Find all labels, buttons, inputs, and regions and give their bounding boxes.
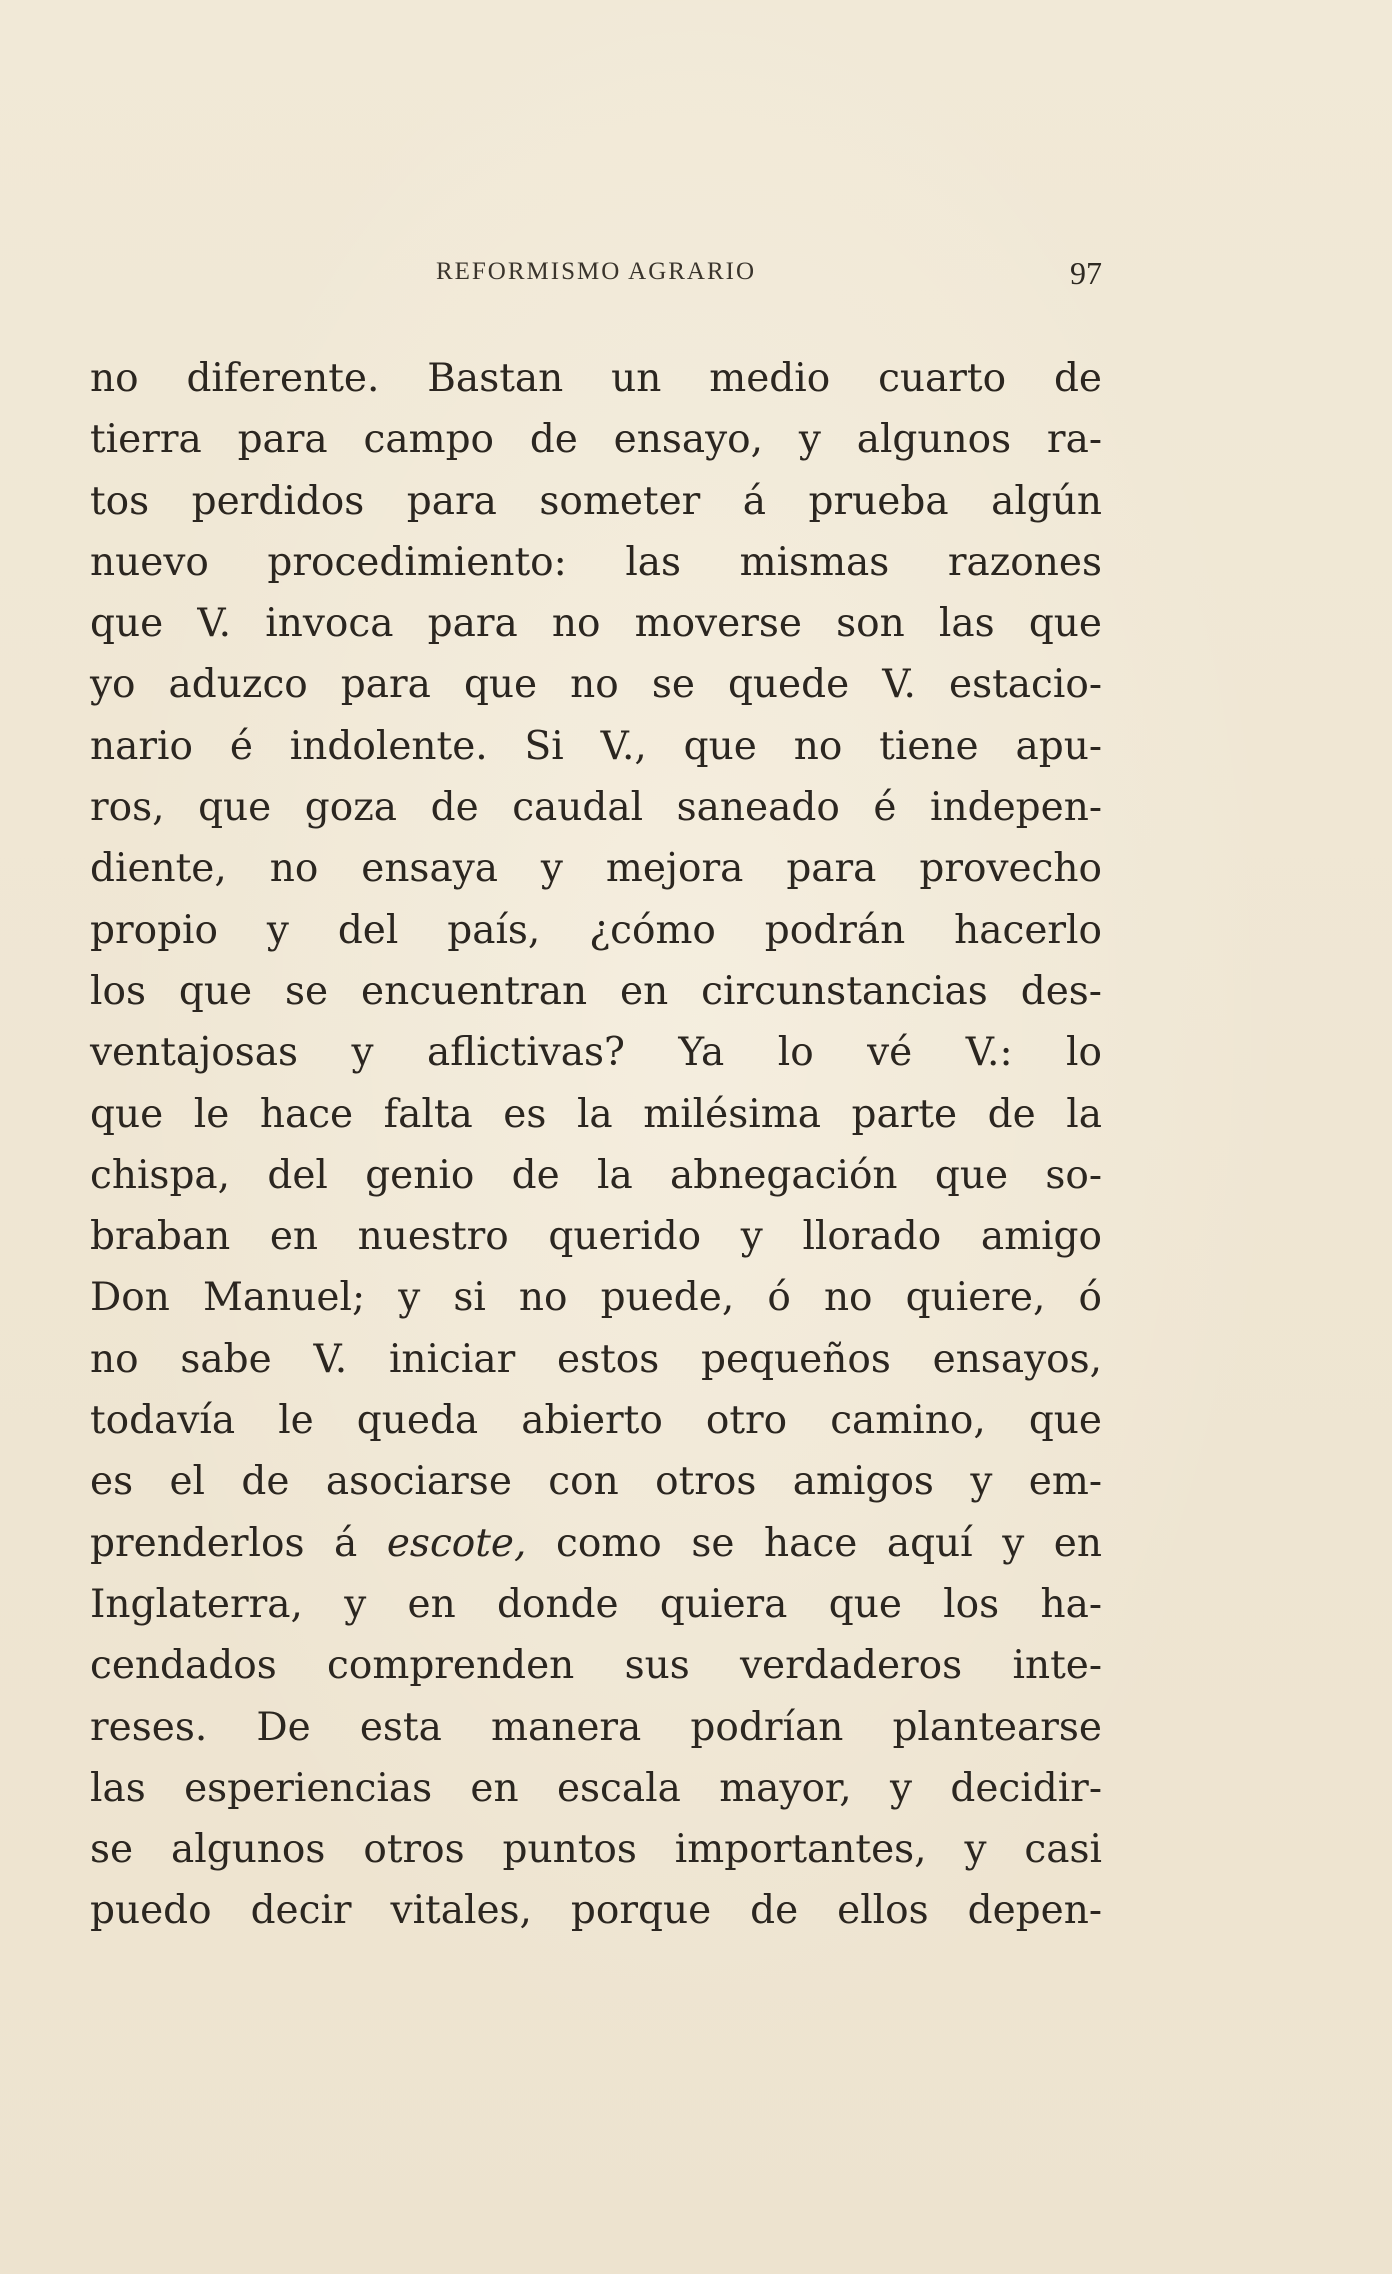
running-title: REFORMISMO AGRARIO [435,258,757,285]
text-line: tos perdidos para someter á prueba algún [90,478,1102,524]
text-line: que V. invoca para no moverse son las que [90,601,1102,647]
text-line: Inglaterra, y en donde quiera que los ha- [90,1581,1102,1627]
text-segment: prenderlos á [90,1520,387,1566]
text-line: nuevo procedimiento: las mismas razones [90,539,1102,585]
text-line: reses. De esta manera podrían plantearse [90,1704,1102,1750]
text-line: todavía le queda abierto otro camino, que [90,1398,1102,1444]
text-line: puedo decir vitales, porque de ellos depen- [90,1888,1102,1934]
text-line: cendados comprenden sus verdaderos inte- [90,1643,1102,1689]
text-segment: como se hace aquí y en [526,1520,1102,1566]
text-line: que le hace falta es la milésima parte de la [90,1091,1102,1137]
text-line: nario é indolente. Si V., que no tiene apu- [90,723,1102,769]
text-line: chispa, del genio de la abnegación que so- [90,1152,1102,1198]
italic-word: escote, [386,1520,527,1566]
text-line: propio y del país, ¿cómo podrán hacerlo [90,907,1102,953]
text-line: no diferente. Bastan un medio cuarto de [90,356,1102,401]
text-line-italic-escote [90,1513,1102,1574]
text-line: braban en nuestro querido y llorado amigo [90,1214,1102,1260]
text-line: los que se encuentran en circunstancias des- [90,968,1102,1014]
text-line: las esperiencias en escala mayor, y decidir- [90,1765,1102,1811]
text-line: es el de asociarse con otros amigos y em- [90,1459,1102,1505]
text-line: no sabe V. iniciar estos pequeños ensayos, [90,1336,1102,1382]
body-text [90,348,1102,1942]
page-number: 97 [1070,255,1102,291]
running-head [90,255,1102,298]
text-line: diente, no ensaya y mejora para provecho [90,846,1102,892]
text-line: Don Manuel; y si no puede, ó no quiere, ó [90,1275,1102,1321]
text-line: se algunos otros puntos importantes, y casi [90,1827,1102,1873]
text-line: ros, que goza de caudal saneado é indepen- [90,785,1102,831]
text-line: tierra para campo de ensayo, y algunos ra- [90,417,1102,463]
text-line: yo aduzco para que no se quede V. estacio- [90,662,1102,708]
text-line: ventajosas y aflictivas? Ya lo vé V.: lo [90,1030,1102,1076]
